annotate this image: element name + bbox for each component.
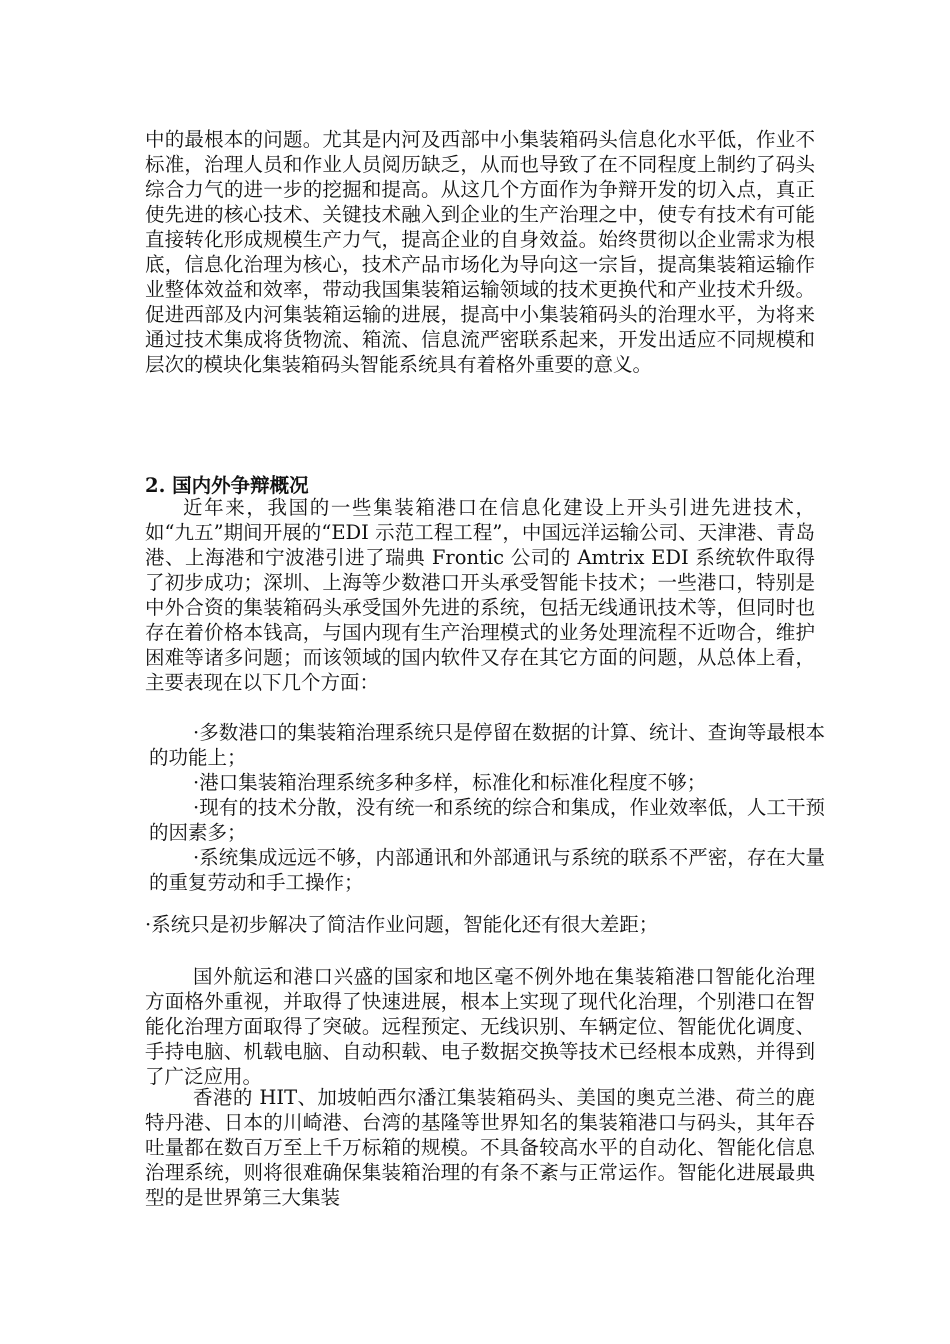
body-paragraph-4: 香港的 HIT、加坡帕西尔潘江集装箱码头、美国的奥克兰港、荷兰的鹿特丹港、日本的川崎港、台湾的基隆等世界知名的集装箱港口与码头，其年吞吐量都在数百万至上千万标箱的规模。不具备较高水平的自动化、智能化信息治理系统，则将很难确保集装箱治理的有条不紊与正常运作。智能化进展最典型的是世界第三大集装 — [145, 1086, 815, 1209]
bullet-item: ·多数港口的集装箱治理系统只是停留在数据的计算、统计、查询等最根本的功能上； — [149, 721, 825, 769]
body-paragraph-3: 国外航运和港口兴盛的国家和地区毫不例外地在集装箱港口智能化治理方面格外重视，并取得了快速进展，根本上实现了现代化治理，个别港口在智能化治理方面取得了突破。远程预定、无线识别、车辆定位、智能优化调度、手持电脑、机载电脑、自动积载、电子数据交换等技术已经根本成熟，并得到了广泛应用。 — [145, 965, 815, 1088]
section-heading: 2. 国内外争辩概况 — [145, 474, 309, 497]
bullet-item: ·系统集成远远不够，内部通讯和外部通讯与系统的联系不严密，存在大量的重复劳动和手工操作； — [149, 846, 825, 894]
body-paragraph-2: 近年来，我国的一些集装箱港口在信息化建设上开头引进先进技术，如“九五”期间开展的“EDI 示范工程工程”，中国远洋运输公司、天津港、青岛港、上海港和宁波港引进了瑞典 Frontic 公司的 Amtrix EDI 系统软件取得了初步成功；深圳、上海等少数港口开头承受智能卡技术；一些港口，特别是中外合资的集装箱码头承受国外先进的系统，包括无线通讯技术等，但同时也存在着价格本钱高，与国内现有生产治理模式的业务处理流程不近吻合，维护困难等诸多问题；而该领域的国内软件又存在其它方面的问题，从总体上看，主要表现在以下几个方面： — [145, 496, 815, 694]
bullet-item: ·现有的技术分散，没有统一和系统的综合和集成，作业效率低，人工干预的因素多； — [149, 796, 825, 844]
bullet-item: ·港口集装箱治理系统多种多样，标准化和标准化程度不够； — [193, 771, 707, 794]
bullet-item-last: ·系统只是初步解决了简洁作业问题，智能化还有很大差距； — [145, 913, 659, 936]
bullet-list — [145, 720, 825, 895]
body-paragraph-1: 中的最根本的问题。尤其是内河及西部中小集装箱码头信息化水平低，作业不标准，治理人员和作业人员阅历缺乏，从而也导致了在不同程度上制约了码头综合力气的进一步的挖掘和提高。从这几个方面作为争辩开发的切入点，真正使先进的核心技术、关键技术融入到企业的生产治理之中，使专有技术有可能直接转化形成规模生产力气，提高企业的自身效益。始终贯彻以企业需求为根底，信息化治理为核心，技术产品市场化为导向这一宗旨，提高集装箱运输作业整体效益和效率，带动我国集装箱运输领域的技术更换代和产业技术升级。促进西部及内河集装箱运输的进展，提高中小集装箱码头的治理水平，为将来通过技术集成将货物流、箱流、信息流严密联系起来，开发出适应不同规模和层次的模块化集装箱码头智能系统具有着格外重要的意义。 — [145, 128, 815, 376]
